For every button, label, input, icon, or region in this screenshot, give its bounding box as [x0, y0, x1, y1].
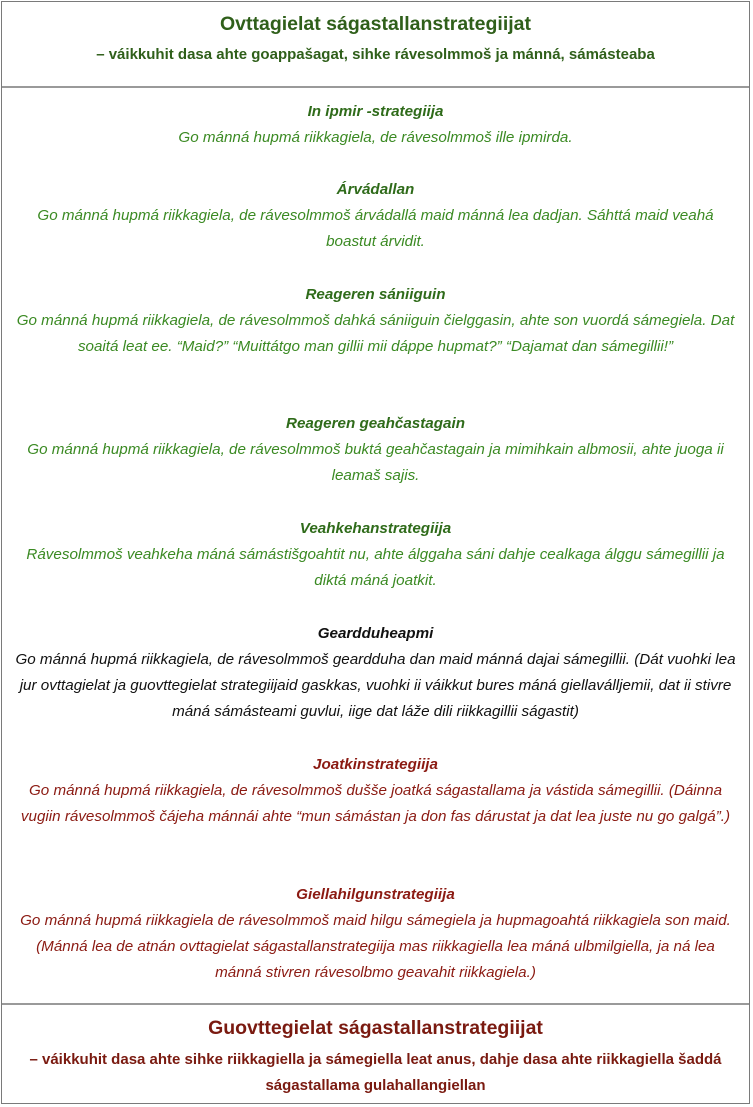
monolingual-header: [2, 2, 749, 88]
strategy-heading: Reageren sániiguin: [305, 286, 446, 303]
strategy-heading: Reageren geahčastagain: [286, 415, 465, 432]
strategy-heading: In ipmir -strategiija: [307, 103, 444, 120]
bilingual-header: [2, 1003, 749, 1104]
strategy-reageren-saniiguin: [14, 282, 737, 360]
strategy-arvadallan: [14, 177, 737, 255]
strategy-veahkehan: [14, 516, 737, 594]
strategy-in-ipmir: [14, 99, 737, 151]
strategy-text: Go mánná hupmá riikkagiela, de rávesolmmoš dahká sániiguin čielggasin, ahte son vuordá sámegiela. Dat soaitá leat ee. “Maid?” “Muittátgo man gillii mii dáppe hupmat?” “Dajamat dan sámegillii!”: [16, 312, 735, 355]
strategy-giellahilgun: [14, 882, 737, 986]
strategy-heading: Joatkinstrategiija: [313, 756, 438, 773]
bilingual-title: Guovttegielat ságastallanstrategiijat: [208, 1017, 543, 1039]
strategy-text: Go mánná hupmá riikkagiela, de rávesolmmoš buktá geahčastagain ja mimihkain albmosii, ahte juoga ii leamaš sajis.: [27, 441, 724, 484]
strategy-reageren-geahcastagain: [14, 411, 737, 489]
monolingual-title: Ovttagielat ságastallanstrategiijat: [219, 13, 532, 35]
strategy-heading: Veahkehanstrategiija: [299, 520, 452, 537]
strategy-text: Go mánná hupmá riikkagiela, de rávesolmmoš geardduha dan maid mánná dajai sámegillii. (Dát vuohki lea jur ovttagielat ja guovttegielat strategiijaid gaskkas, vuohki ii váikkut bures máná giellaválljemii, dat ii stivre máná sámásteami guvlui, iige dat láže dili riikkagillii ságastit): [15, 651, 736, 720]
strategy-heading: Giellahilgunstrategiija: [296, 886, 455, 903]
monolingual-subtitle: – váikkuhit dasa ahte goappašagat, sihke rávesolmmoš ja mánná, sámásteaba: [96, 46, 655, 63]
strategy-heading: Árvádallan: [336, 181, 415, 198]
strategy-geardduheapmi: [14, 621, 737, 725]
strategy-joatkin: [14, 752, 737, 830]
bilingual-subtitle: – váikkuhit dasa ahte sihke riikkagiella ja sámegiella leat anus, dahje dasa ahte riikkagiella šaddá ságastallama gulahallangiellan: [29, 1051, 722, 1094]
strategy-text: Go mánná hupmá riikkagiela, de rávesolmmoš árvádallá maid mánná lea dadjan. Sáhttá maid veahá boastut árvidit.: [37, 207, 714, 250]
strategy-text: Go mánná hupmá riikkagiela, de rávesolmmoš dušše joatká ságastallama ja vástida sámegillii. (Dáinna vugiin rávesolmmoš čájeha mánnái ahte “mun sámástan ja don fas dárustat ja dat lea juste nu go galgá”.): [20, 782, 731, 825]
strategy-heading: Geardduheapmi: [317, 625, 434, 642]
strategy-text: Go mánná hupmá riikkagiela de rávesolmmoš maid hilgu sámegiela ja hupmagoahtá riikkagiela son maid. (Mánná lea de atnán ovttagielat ságastallanstrategiija mas riikkagiella lea máná ulbmilgiella, ja ná lea mánná stivren rávesolbmo geavahit riikkagiela.): [20, 912, 731, 981]
strategy-text: Rávesolmmoš veahkeha máná sámástišgoahtit nu, ahte álggaha sáni dahje cealkaga álggu sámegillii ja diktá máná joatkit.: [26, 546, 725, 589]
strategy-text: Go mánná hupmá riikkagiela, de rávesolmmoš ille ipmirda.: [178, 129, 573, 146]
strategy-table: [1, 1, 750, 1104]
